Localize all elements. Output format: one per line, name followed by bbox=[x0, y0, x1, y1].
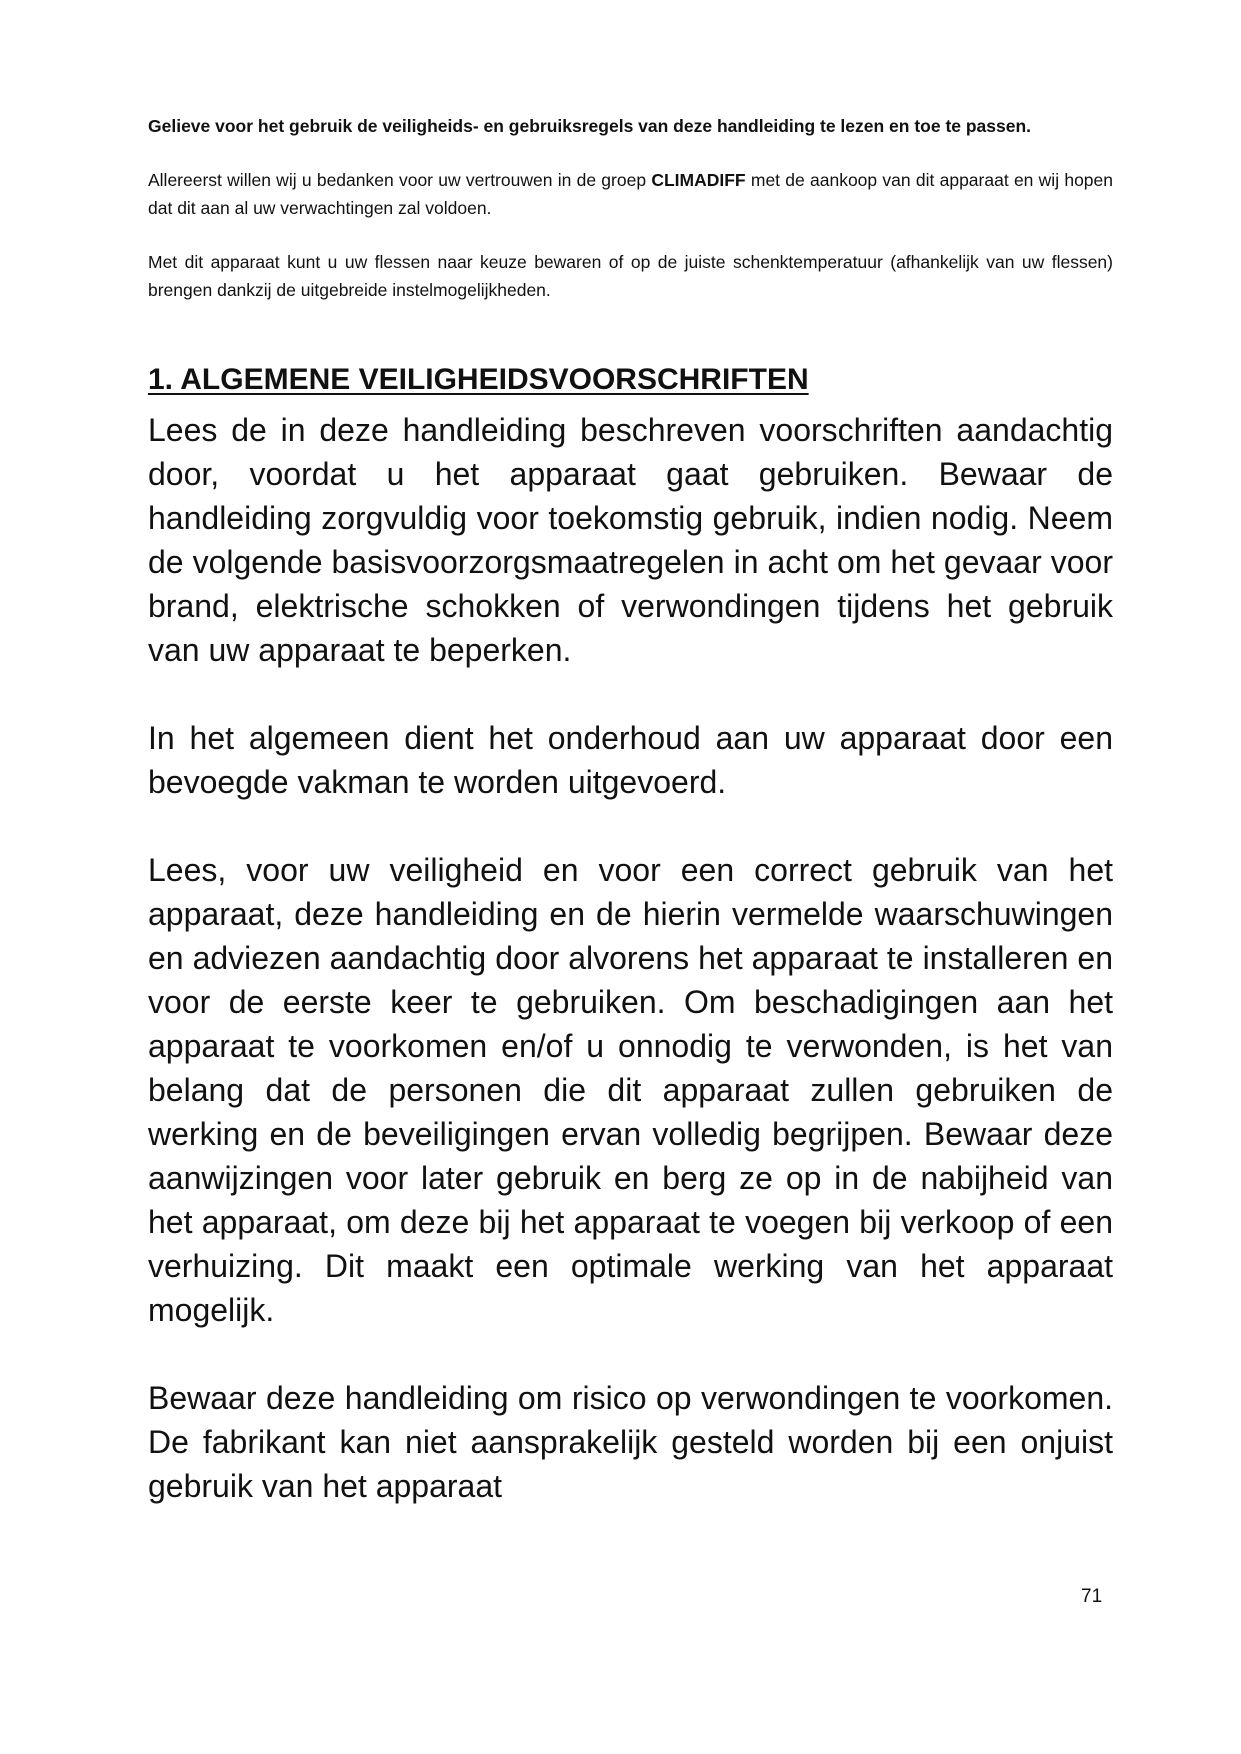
brand-name: CLIMADIFF bbox=[651, 170, 746, 190]
safety-paragraph-2: In het algemeen dient het onderhoud aan uw apparaat door een bevoegde vakman te worden uitgevoerd. bbox=[148, 720, 1113, 800]
purpose-paragraph: Met dit apparaat kunt u uw flessen naar keuze bewaren of op de juiste schenktemperatuur (afhankelijk van uw flessen) brengen dankzij de uitgebreide instelmogelijkheden. bbox=[148, 252, 1113, 300]
thanks-paragraph bbox=[148, 166, 1113, 222]
usage-notice: Gelieve voor het gebruik de veiligheids- en gebruiksregels van deze handleiding te lezen en toe te passen. bbox=[148, 116, 1032, 136]
safety-paragraph-1: Lees de in deze handleiding beschreven voorschriften aandachtig door, voordat u het apparaat gaat gebruiken. Bewaar de handleiding zorgvuldig voor toekomstig gebruik, indien nodig. Neem de volgende basisvoorzorgsmaatregelen in acht om het gevaar voor brand, elektrische schokken of verwondingen tijdens het gebruik van uw apparaat te beperken. bbox=[148, 412, 1113, 668]
section-heading: 1. ALGEMENE VEILIGHEIDSVOORSCHRIFTEN bbox=[148, 363, 809, 396]
safety-paragraph-4: Bewaar deze handleiding om risico op verwondingen te voorkomen. De fabrikant kan niet aansprakelijk gesteld worden bij een onjuist gebruik van het apparaat bbox=[148, 1380, 1113, 1504]
document-page bbox=[148, 112, 1113, 1552]
thanks-text-start: Allereerst willen wij u bedanken voor uw vertrouwen in de groep bbox=[148, 170, 652, 190]
safety-paragraph-3: Lees, voor uw veiligheid en voor een correct gebruik van het apparaat, deze handleiding en de hierin vermelde waarschuwingen en adviezen aandachtig door alvorens het apparaat te installeren en voor de eerste keer te gebruiken. Om beschadigingen aan het apparaat te voorkomen en/of u onnodig te verwonden, is het van belang dat de personen die dit apparaat zullen gebruiken de werking en de beveiligingen ervan volledig begrijpen. Bewaar deze aanwijzingen voor later gebruik en berg ze op in de nabijheid van het apparaat, om deze bij het apparaat te voegen bij verkoop of een verhuizing. Dit maakt een optimale werking van het apparaat mogelijk. bbox=[148, 852, 1113, 1328]
thanks-text-end: met de aankoop van dit apparaat en wij hopen dat dit aan al uw verwachtingen zal voldoen. bbox=[148, 170, 1113, 218]
page-number: 71 bbox=[1081, 1586, 1103, 1607]
